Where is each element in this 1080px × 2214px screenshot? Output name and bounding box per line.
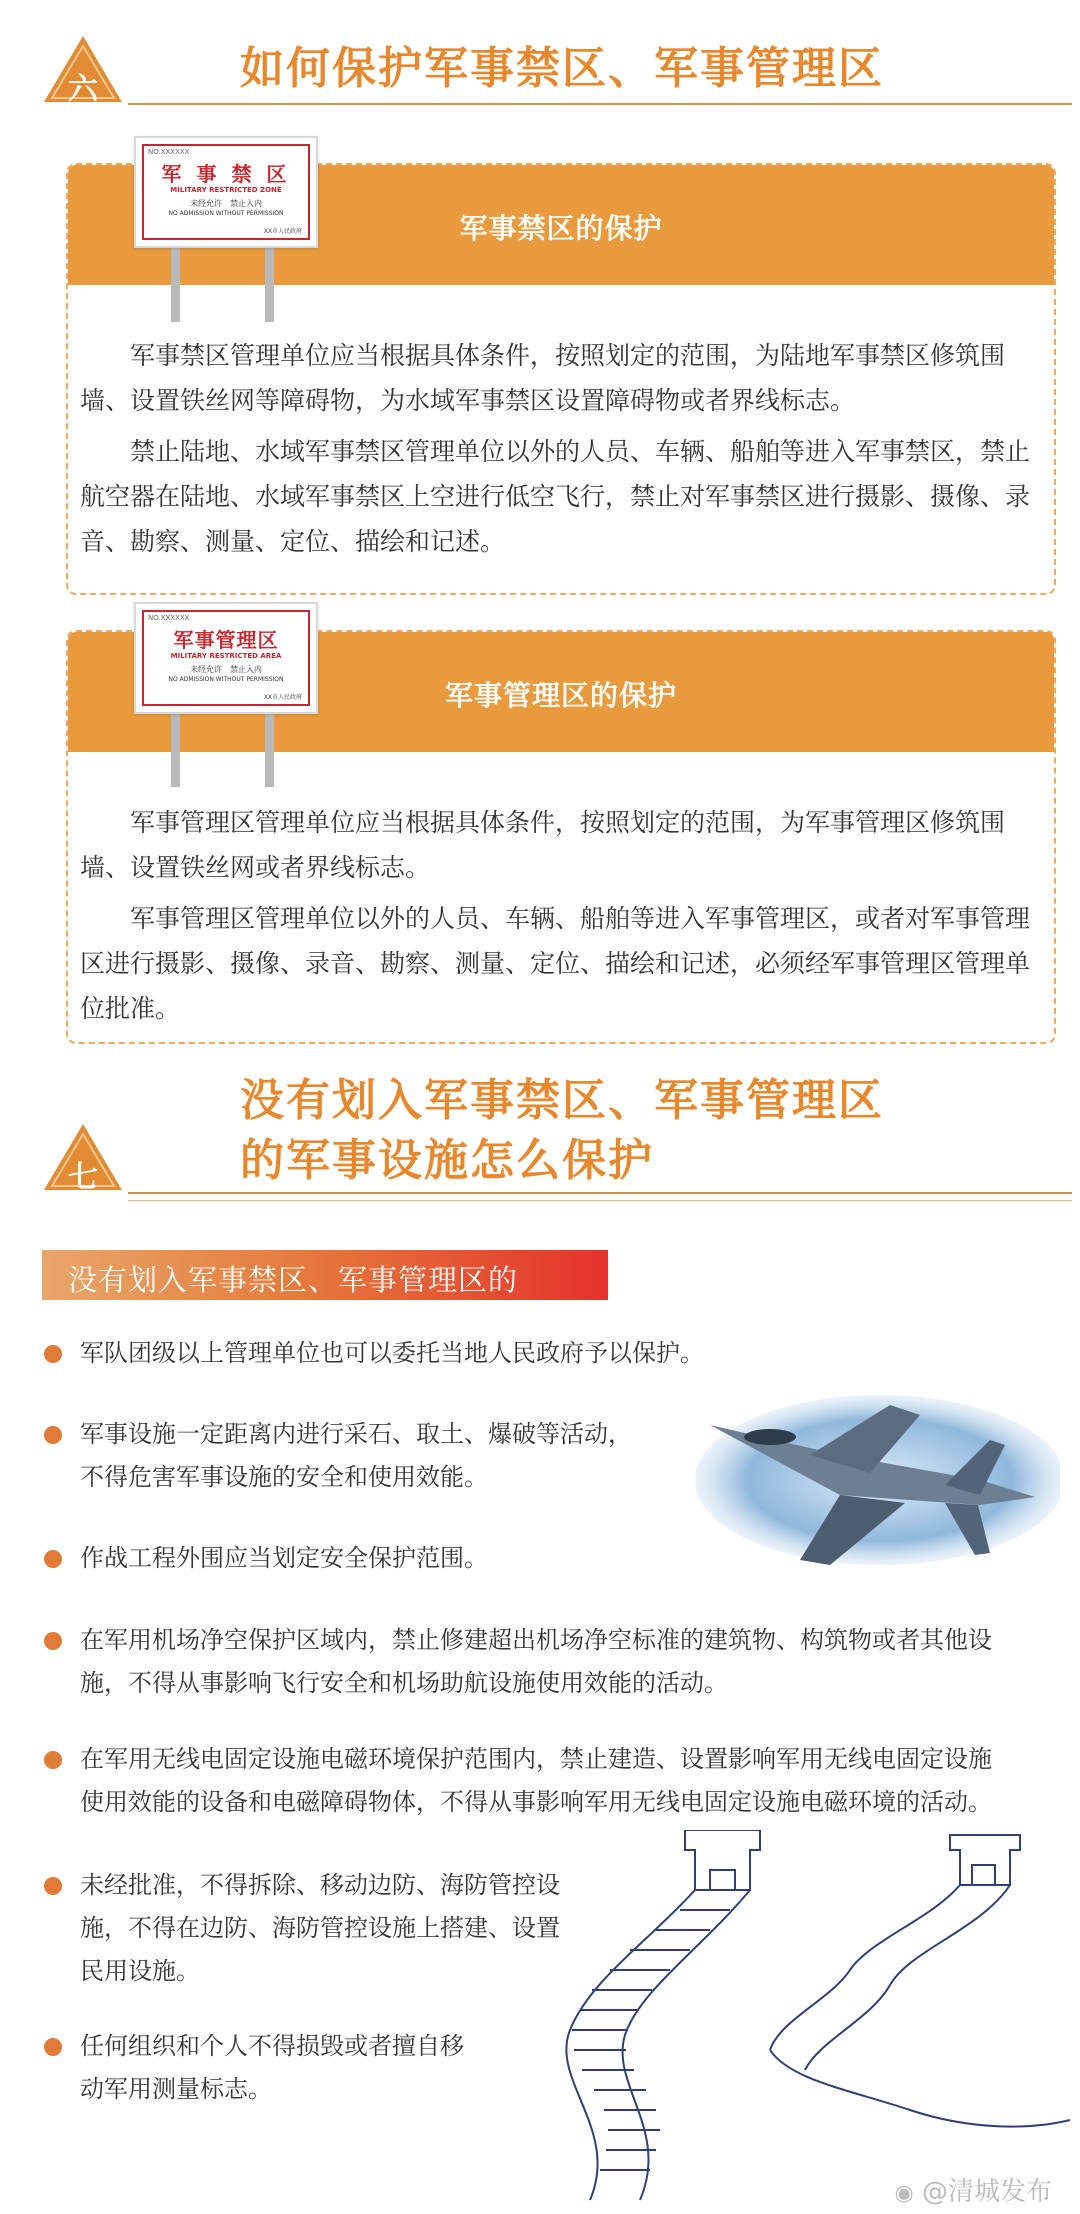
watermark — [895, 2171, 1052, 2208]
sign-pole — [265, 705, 274, 787]
list-item: 军队团级以上管理单位也可以委托当地人民政府予以保护。 — [80, 1339, 704, 1367]
list-item: 任何组织和个人不得损毁或者擅自移 — [80, 2032, 464, 2060]
paragraph: 禁止陆地、水域军事禁区管理单位以外的人员、车辆、船舶等进入军事禁区，禁止航空器在陆地、水域军事禁区上空进行低空飞行，禁止对军事禁区进行摄影、摄像、录音、勘察、测量、定位、描绘和记述。 — [80, 437, 1031, 556]
section-7-title-line1: 没有划入军事禁区、军事管理区 — [240, 1075, 884, 1126]
section-7-banner-text: 没有划入军事禁区、军事管理区的 — [68, 1263, 519, 1297]
bullet-icon — [44, 1345, 62, 1363]
list-item: 未经批准，不得拆除、移动边防、海防管控设 — [80, 1871, 560, 1899]
sign-english-text: MILITARY RESTRICTED ZONE — [170, 186, 282, 194]
list-item: 作战工程外围应当划定安全保护范围。 — [80, 1544, 488, 1572]
sign-main-text: 军事管理区 — [173, 628, 279, 652]
sign-org: XX市人民政府 — [263, 694, 302, 701]
list-item: 动军用测量标志。 — [80, 2075, 272, 2103]
section-7-badge — [40, 1120, 126, 1194]
section-6-rule — [128, 103, 1072, 105]
section-7-number: 七 — [68, 1160, 98, 1195]
sign-pole — [265, 240, 274, 322]
managed-area-card-body — [80, 800, 1042, 1031]
bullet-icon — [44, 1877, 62, 1895]
watermark-text: @清城发布 — [921, 2177, 1052, 2207]
section-6-badge — [40, 32, 126, 106]
restricted-zone-sign — [134, 136, 318, 248]
restricted-zone-card-body — [80, 333, 1042, 564]
section-6-title: 如何保护军事禁区、军事管理区 — [240, 43, 884, 94]
sign-notice-english: NO ADMISSION WITHOUT PERMISSION — [168, 676, 284, 683]
restricted-zone-card-title: 军事禁区的保护 — [459, 212, 663, 245]
sign-notice-english: NO ADMISSION WITHOUT PERMISSION — [168, 210, 284, 217]
sign-notice-text: 未经允许 禁止入内 — [190, 199, 262, 208]
bullet-icon — [44, 1751, 62, 1769]
sign-org: XX市人民政府 — [263, 228, 302, 235]
section-7-rule — [128, 1192, 1072, 1194]
list-item: 军事设施一定距离内进行采石、取土、爆破等活动， — [80, 1420, 632, 1448]
paragraph: 军事管理区管理单位以外的人员、车辆、船舶等进入军事管理区，或者对军事管理区进行摄影、摄像、录音、勘察、测量、定位、描绘和记述，必须经军事管理区管理单位批准。 — [80, 904, 1031, 1023]
section-7-title-line2: 的军事设施怎么保护 — [240, 1135, 654, 1186]
list-item: 施，不得在边防、海防管控设施上搭建、设置 — [80, 1914, 560, 1942]
bullet-icon — [44, 1426, 62, 1444]
great-wall-icon — [530, 1830, 1070, 2210]
paragraph: 军事禁区管理单位应当根据具体条件，按照划定的范围，为陆地军事禁区修筑围墙、设置铁丝网等障碍物，为水域军事禁区设置障碍物或者界线标志。 — [80, 341, 1006, 415]
weibo-icon: ◉ — [894, 2181, 914, 2206]
list-item: 施，不得从事影响飞行安全和机场助航设施使用效能的活动。 — [80, 1669, 728, 1697]
sign-pole — [171, 705, 180, 787]
list-item: 民用设施。 — [80, 1957, 200, 1985]
list-item: 在军用无线电固定设施电磁环境保护范围内，禁止建造、设置影响军用无线电固定设施 — [80, 1745, 992, 1773]
paragraph: 军事管理区管理单位应当根据具体条件，按照划定的范围，为军事管理区修筑围墙、设置铁丝网或者界线标志。 — [80, 808, 1006, 882]
bullet-icon — [44, 1550, 62, 1568]
list-item: 在军用机场净空保护区域内，禁止修建超出机场净空标准的建筑物、构筑物或者其他设 — [80, 1626, 992, 1654]
sign-number: NO.XXXXXX — [148, 148, 190, 156]
bullet-icon — [44, 1632, 62, 1650]
sign-notice-text: 未经允许 禁止入内 — [190, 665, 262, 674]
section-7-banner — [42, 1250, 608, 1300]
sign-pole — [171, 240, 180, 322]
sign-main-text: 军 事 禁 区 — [161, 162, 291, 186]
section-7-rule-thin — [128, 1200, 1072, 1201]
list-item: 不得危害军事设施的安全和使用效能。 — [80, 1463, 488, 1491]
section-6-number: 六 — [68, 72, 98, 107]
managed-area-card-title: 军事管理区的保护 — [444, 679, 677, 712]
sign-english-text: MILITARY RESTRICTED AREA — [170, 652, 282, 660]
list-item: 使用效能的设备和电磁障碍物体，不得从事影响军用无线电固定设施电磁环境的活动。 — [80, 1788, 992, 1816]
managed-area-sign — [134, 602, 318, 714]
fighter-jet-icon — [690, 1385, 1060, 1575]
sign-number: NO.XXXXXX — [148, 614, 190, 622]
bullet-icon — [44, 2038, 62, 2056]
